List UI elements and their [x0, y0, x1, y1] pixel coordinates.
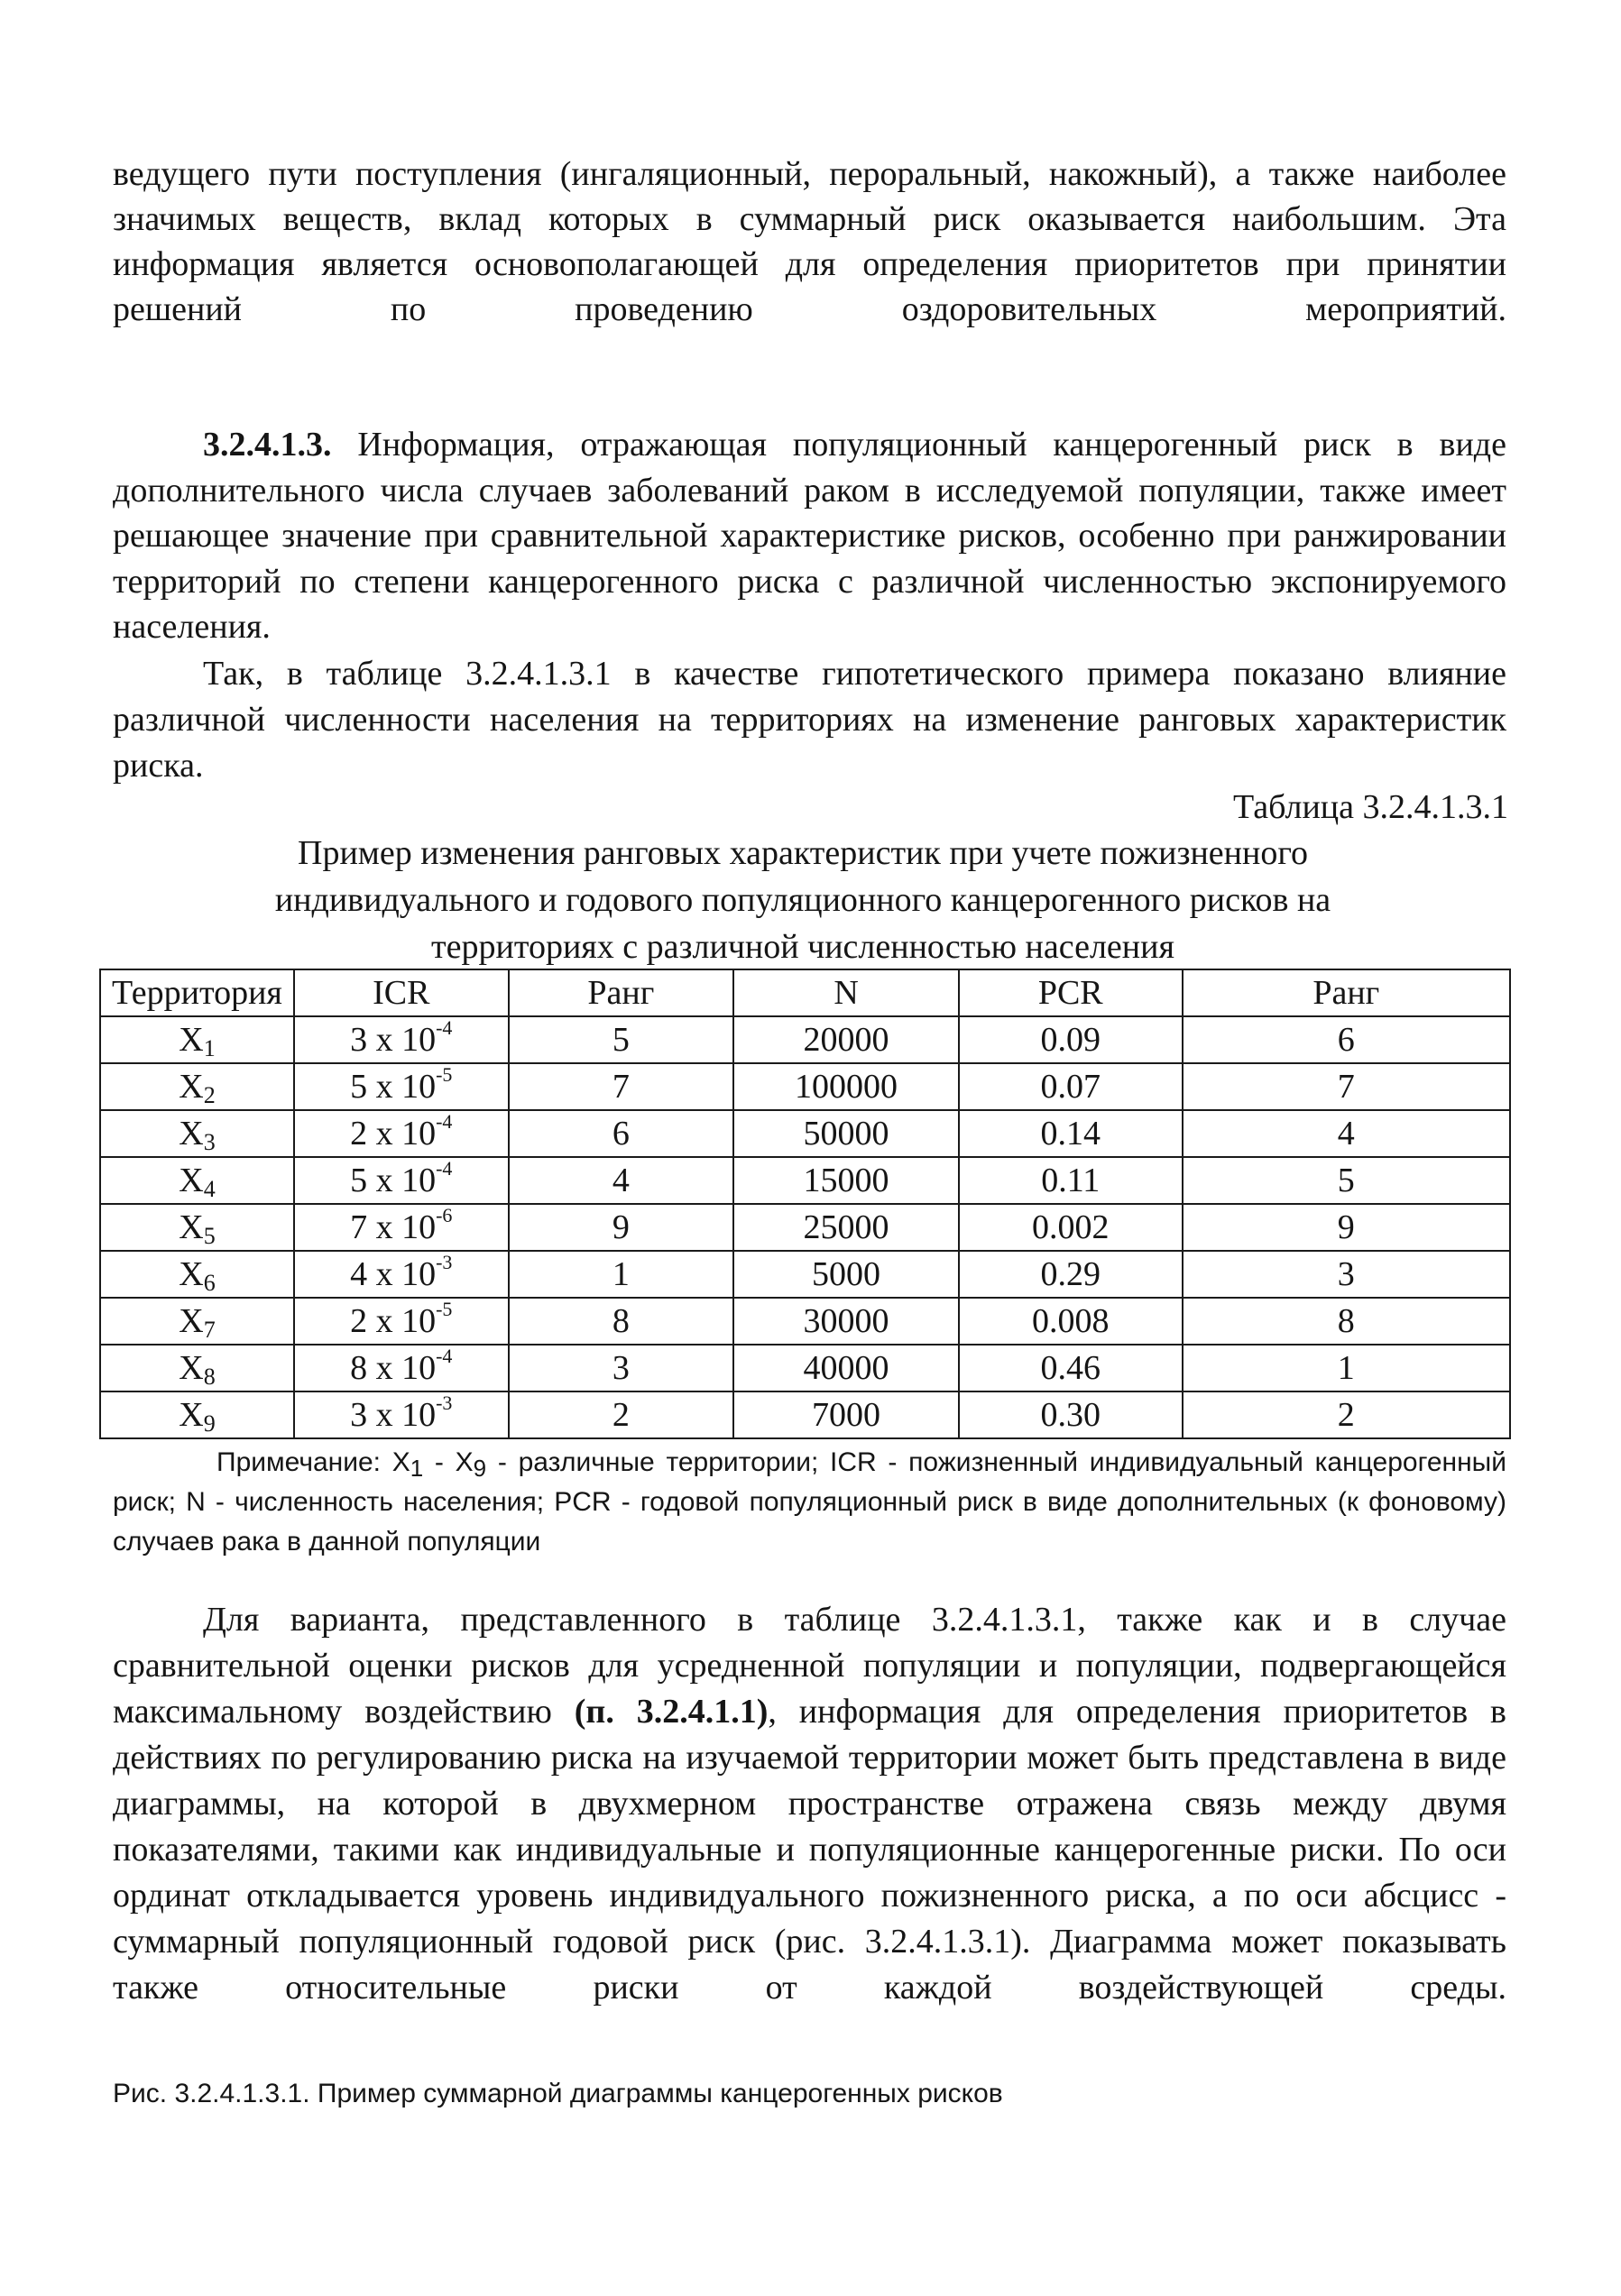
- cell-rank-pcr: 6: [1183, 1016, 1510, 1063]
- cell-pcr: 0.30: [959, 1391, 1183, 1438]
- table-header-row: [100, 969, 1510, 1016]
- cell-n: 7000: [733, 1391, 959, 1438]
- table-row: [100, 1157, 1510, 1204]
- cell-n: 40000: [733, 1345, 959, 1391]
- cell-rank-icr: 6: [509, 1110, 734, 1157]
- cell-territory: $X_5$: [100, 1204, 294, 1251]
- cell-icr: 8 x $10^{-4}$: [294, 1345, 509, 1391]
- paragraph-3-2-4-1-3: [113, 422, 1506, 650]
- cell-icr: 4 x $10^{-3}$: [294, 1251, 509, 1298]
- cell-n: 100000: [733, 1063, 959, 1110]
- cell-territory: $X_2$: [100, 1063, 294, 1110]
- cell-pcr: 0.09: [959, 1016, 1183, 1063]
- cell-rank-icr: 2: [509, 1391, 734, 1438]
- table-caption: Пример изменения ранговых характеристик при учете пожизненного индивидуального и годового популяционного канцерогенного рисков на территориях с различной численностью населения: [274, 834, 1331, 966]
- cell-territory: $X_6$: [100, 1251, 294, 1298]
- paragraph-text: Информация, отражающая популяционный канцерогенный риск в виде дополнительного числа случаев заболеваний раком в исследуемой популяции, также имеет решающее значение при сравнительной характеристике рисков, особенно при ранжировании территорий по степени канцерогенного риска с различной численностью экспонируемого населения.: [113, 426, 1506, 646]
- table-row: [100, 1251, 1510, 1298]
- cell-rank-pcr: 8: [1183, 1298, 1510, 1345]
- cell-pcr: 0.46: [959, 1345, 1183, 1391]
- section-number: 3.2.4.1.3.: [203, 426, 332, 464]
- cell-rank-pcr: 9: [1183, 1204, 1510, 1251]
- note-text: Примечание: $X_1 - X_9$ - различные территории; ICR - пожизненный индивидуальный канцерогенный риск; N - численность населения; PCR - годовой популяционный риск в виде дополнительных (к фоновому) случаев рака в данной популяции: [113, 1447, 1507, 1557]
- paragraph-diagram-description: [113, 1597, 1506, 2011]
- paragraph-table-intro: [113, 651, 1506, 789]
- cell-n: 15000: [733, 1157, 959, 1204]
- cell-rank-pcr: 1: [1183, 1345, 1510, 1391]
- cell-rank-icr: 4: [509, 1157, 734, 1204]
- cell-territory: $X_4$: [100, 1157, 294, 1204]
- cell-territory: $X_7$: [100, 1298, 294, 1345]
- cell-rank-pcr: 2: [1183, 1391, 1510, 1438]
- header-territory: Территория: [100, 969, 294, 1016]
- cell-n: 50000: [733, 1110, 959, 1157]
- cell-rank-pcr: 7: [1183, 1063, 1510, 1110]
- cell-icr: 3 x $10^{-3}$: [294, 1391, 509, 1438]
- cell-rank-icr: 5: [509, 1016, 734, 1063]
- cell-territory: $X_1$: [100, 1016, 294, 1063]
- paragraph-continuation: [113, 152, 1506, 332]
- cell-rank-pcr: 5: [1183, 1157, 1510, 1204]
- cell-n: 30000: [733, 1298, 959, 1345]
- cell-pcr: 0.07: [959, 1063, 1183, 1110]
- table-label: Таблица 3.2.4.1.3.1: [1232, 788, 1508, 826]
- cell-icr: 7 x $10^{-6}$: [294, 1204, 509, 1251]
- cell-n: 20000: [733, 1016, 959, 1063]
- cell-territory: $X_3$: [100, 1110, 294, 1157]
- cell-icr: 5 x $10^{-5}$: [294, 1063, 509, 1110]
- table-row: [100, 1016, 1510, 1063]
- table-row: [100, 1110, 1510, 1157]
- cell-pcr: 0.29: [959, 1251, 1183, 1298]
- cell-icr: 5 x $10^{-4}$: [294, 1157, 509, 1204]
- figure-caption: Рис. 3.2.4.1.3.1. Пример суммарной диаграммы канцерогенных рисков: [113, 2079, 1003, 2108]
- cell-rank-pcr: 3: [1183, 1251, 1510, 1298]
- header-icr: ICR: [294, 969, 509, 1016]
- header-pcr: PCR: [959, 969, 1183, 1016]
- section-reference: (п. 3.2.4.1.1): [574, 1693, 769, 1731]
- cell-pcr: 0.11: [959, 1157, 1183, 1204]
- cell-pcr: 0.14: [959, 1110, 1183, 1157]
- cell-n: 25000: [733, 1204, 959, 1251]
- table-row: [100, 1063, 1510, 1110]
- cell-pcr: 0.008: [959, 1298, 1183, 1345]
- paragraph-text: , информация для определения приоритетов в действиях по регулированию риска на изучаемой территории может быть представлена в виде диаграммы, на которой в двухмерном пространстве отражена связь между двумя показателями, такими как индивидуальные и популяционные канцерогенные риски. По оси ординат откладывается уровень индивидуального пожизненного риска, а по оси абсцисс - суммарный популяционный годовой риск (рис. 3.2.4.1.3.1). Диаграмма может показывать также относительные риски от каждой воздействующей среды.: [113, 1693, 1507, 2007]
- table-row: [100, 1298, 1510, 1345]
- cell-pcr: 0.002: [959, 1204, 1183, 1251]
- cell-n: 5000: [733, 1251, 959, 1298]
- header-rank-icr: Ранг: [509, 969, 734, 1016]
- cell-icr: 2 x $10^{-4}$: [294, 1110, 509, 1157]
- table-row: [100, 1345, 1510, 1391]
- cell-rank-pcr: 4: [1183, 1110, 1510, 1157]
- cell-icr: 2 x $10^{-5}$: [294, 1298, 509, 1345]
- table-row: [100, 1391, 1510, 1438]
- header-n: N: [733, 969, 959, 1016]
- table-row: [100, 1204, 1510, 1251]
- table-note: [113, 1443, 1506, 1562]
- cell-territory: $X_8$: [100, 1345, 294, 1391]
- cell-rank-icr: 7: [509, 1063, 734, 1110]
- header-rank-pcr: Ранг: [1183, 969, 1510, 1016]
- paragraph-text: Так, в таблице 3.2.4.1.3.1 в качестве гипотетического примера показано влияние различной численности населения на территориях на изменение ранговых характеристик риска.: [113, 655, 1506, 785]
- paragraph-text: ведущего пути поступления (ингаляционный, пероральный, накожный), а также наиболее значимых веществ, вклад которых в суммарный риск оказывается наибольшим. Эта информация является основополагающей для определения приоритетов при принятии решений по проведению оздоровительных мероприятий.: [113, 155, 1506, 328]
- cell-icr: 3 x $10^{-4}$: [294, 1016, 509, 1063]
- cell-rank-icr: 1: [509, 1251, 734, 1298]
- rank-table: [99, 969, 1511, 1439]
- cell-territory: $X_9$: [100, 1391, 294, 1438]
- cell-rank-icr: 9: [509, 1204, 734, 1251]
- cell-rank-icr: 3: [509, 1345, 734, 1391]
- paragraph-text: Для варианта, представленного в таблице 3.2.4.1.3.1, также как и в случае сравнительной оценки рисков для усредненной популяции и популяции, подвергающейся максимальному воздействию: [113, 1601, 1506, 1731]
- cell-rank-icr: 8: [509, 1298, 734, 1345]
